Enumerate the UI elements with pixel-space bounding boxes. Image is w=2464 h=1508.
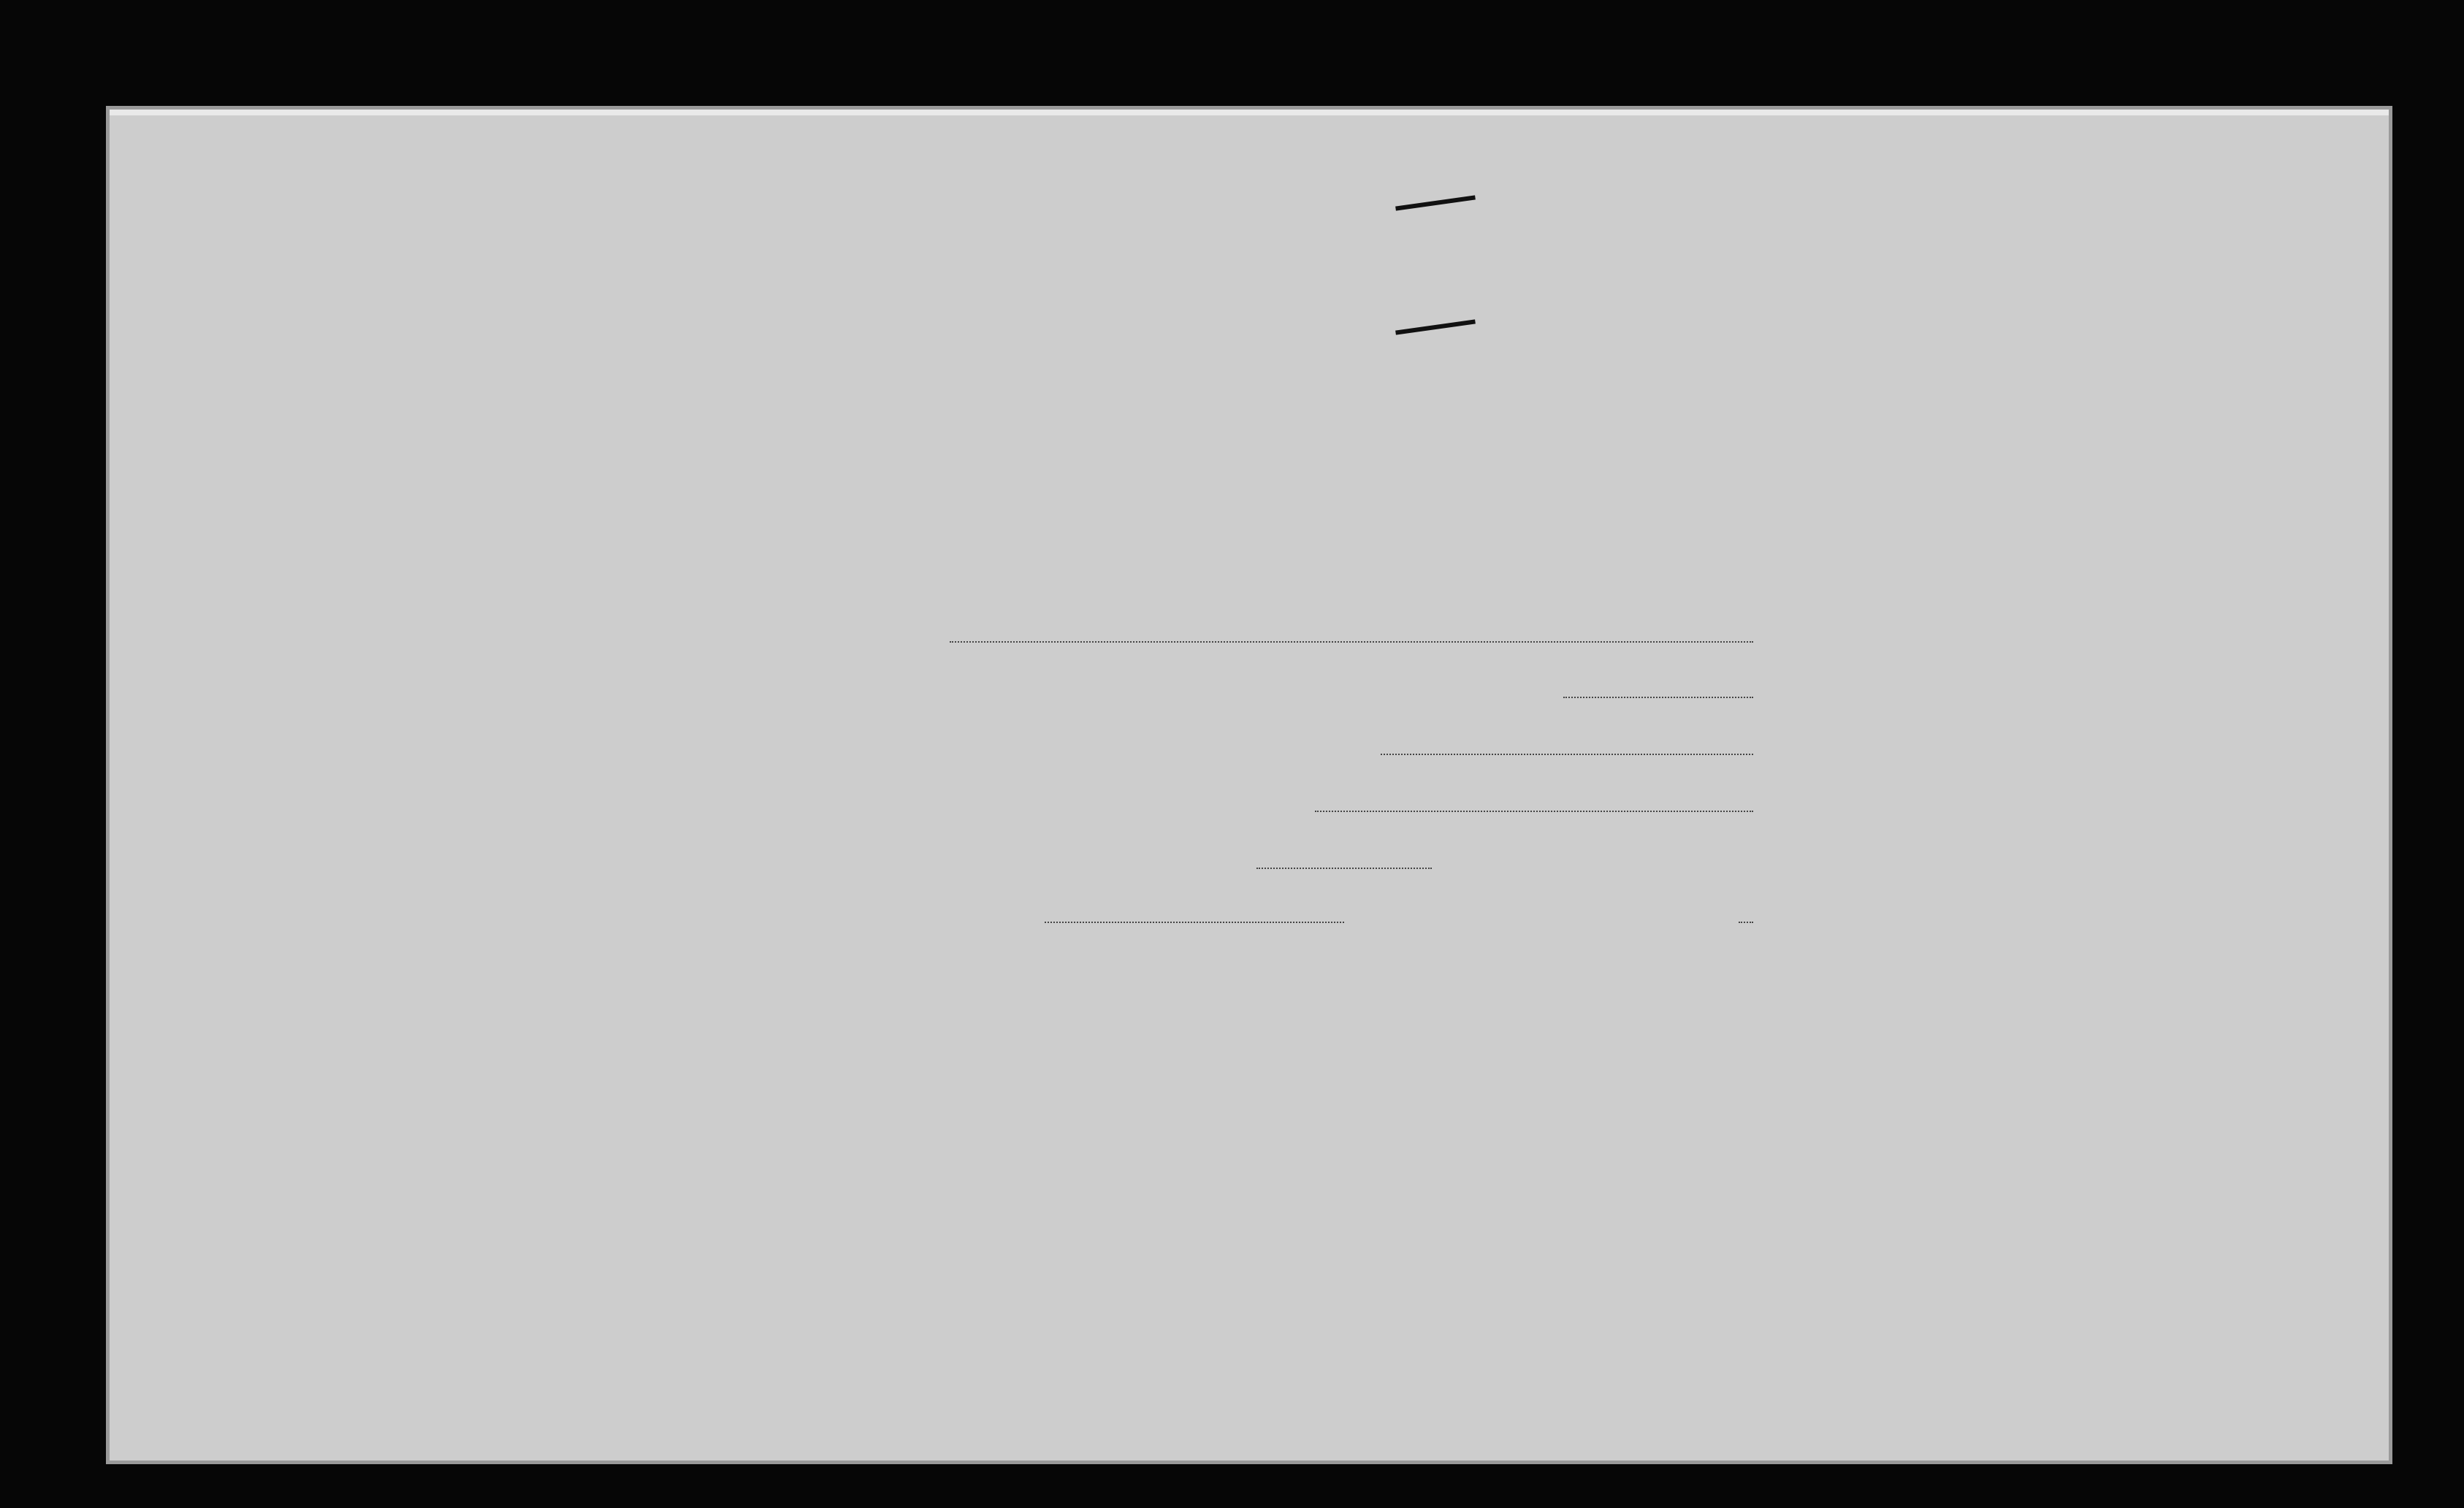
sown-area-table bbox=[110, 142, 2389, 508]
middle-section bbox=[110, 482, 2389, 979]
lease-table bbox=[110, 979, 2389, 1461]
workers-vertical-label bbox=[308, 504, 352, 957]
answer-line-other-land[interactable] bbox=[1563, 697, 1753, 698]
census-card-sheet bbox=[110, 110, 2389, 1461]
answer-line-market[interactable] bbox=[1045, 922, 1344, 923]
answer-line-land-type[interactable] bbox=[1381, 754, 1753, 755]
hw-strike-2 bbox=[1395, 319, 1476, 334]
answer-line-distance[interactable] bbox=[1739, 922, 1753, 923]
population-title bbox=[1852, 533, 1903, 942]
answer-line-owner[interactable] bbox=[950, 641, 1753, 643]
answer-line-village[interactable] bbox=[1256, 868, 1432, 869]
paper-edge bbox=[110, 110, 2389, 115]
hw-strike-1 bbox=[1395, 195, 1476, 210]
answer-line-farm[interactable] bbox=[1315, 811, 1753, 812]
